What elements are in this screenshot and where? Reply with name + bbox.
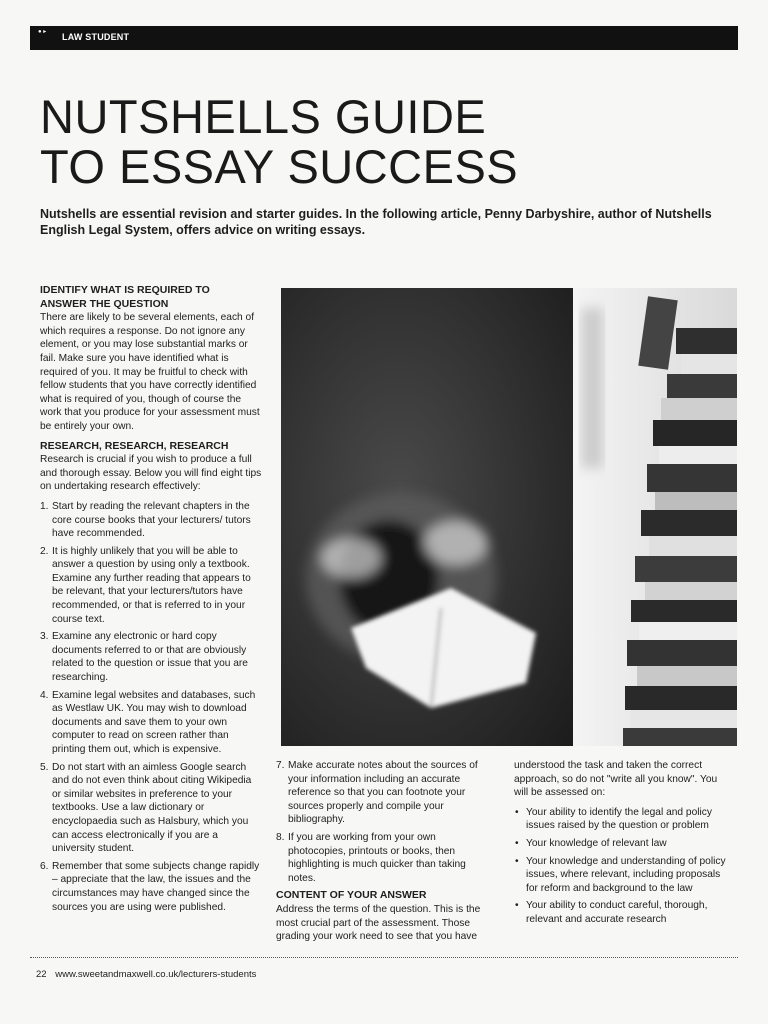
list-number: 2.	[40, 545, 49, 557]
list-item	[40, 545, 262, 627]
list-text: Do not start with an aimless Google search and do not even think about citing Wikipedia or similar websites in preference to your textbooks. Use a law dictionary or encyclopaedia such as Halsbury, which you can access electronically if you are a university student.	[52, 761, 252, 855]
footer-url[interactable]: www.sweetandmaxwell.co.uk/lecturers-students	[55, 969, 257, 980]
list-text: Remember that some subjects change rapidly – appreciate that the law, the issues and the circumstances may have changed since the sources you are using were published.	[52, 860, 260, 913]
column-2	[276, 759, 496, 950]
list-text: Examine any electronic or hard copy documents referred to or that are obviously related to the question or issue that you are researching.	[52, 631, 248, 684]
bullet-icon: •	[515, 837, 519, 849]
list-number: 1.	[40, 500, 49, 512]
bullet-icon: •	[515, 900, 519, 912]
column-1	[40, 284, 262, 918]
list-text: Make accurate notes about the sources of your information including an accurate reference so that you can footnote your sources properly and compile your bibliography.	[288, 760, 478, 826]
list-number: 3.	[40, 631, 49, 643]
list-item	[276, 831, 496, 885]
paragraph-identify: There are likely to be several elements, each of which requires a response. Do not ignore any element, or you may lose substantial marks or fail. Make sure you have identified what is required of you. It may be fruitful to check with fellow students that you have correctly identified what is required of you, though of course the work that you produce for your assessment must be entirely your own.	[40, 312, 260, 432]
list-number: 5.	[40, 761, 49, 773]
bullet-icon: •	[515, 806, 519, 818]
heading-content: CONTENT OF YOUR ANSWER	[276, 889, 427, 902]
article-photo	[281, 288, 737, 746]
page-footer	[36, 969, 256, 980]
header-dots-icon: ● ▸	[38, 29, 47, 35]
list-text: If you are working from your own photocopies, printouts or books, then highlighting is much quicker than taking notes.	[288, 831, 466, 884]
list-text: Your ability to identify the legal and policy issues raised by the question or problem	[526, 806, 712, 832]
list-item	[40, 761, 262, 856]
heading-research: RESEARCH, RESEARCH, RESEARCH	[40, 439, 229, 452]
paragraph-assessment: understood the task and taken the correct approach, so do not "write all you know". You will be assessed on:	[514, 760, 718, 799]
list-text: Your knowledge of relevant law	[526, 837, 667, 849]
heading-identify-line-2: ANSWER THE QUESTION	[40, 297, 169, 310]
title-line-2: TO ESSAY SUCCESS	[40, 140, 519, 193]
title-line-1: NUTSHELLS GUIDE	[40, 90, 487, 143]
list-number: 8.	[276, 831, 285, 843]
list-item	[40, 689, 262, 757]
page-number: 22	[36, 969, 47, 980]
list-item	[40, 860, 262, 914]
list-item	[40, 630, 262, 684]
section-header-bar	[30, 26, 738, 50]
article-title	[40, 92, 518, 192]
list-item	[514, 806, 728, 833]
list-item	[514, 899, 728, 926]
list-number: 6.	[40, 860, 49, 872]
list-item	[514, 855, 728, 896]
list-number: 4.	[40, 689, 49, 701]
list-item	[40, 500, 262, 541]
article-intro: Nutshells are essential revision and starter guides. In the following article, Penny Darbyshire, author of Nutshells English Legal System, offers advice on writing essays.	[40, 207, 712, 237]
list-item	[276, 759, 496, 827]
assessment-criteria-list	[514, 806, 728, 927]
heading-identify-line-1: IDENTIFY WHAT IS REQUIRED TO	[40, 284, 210, 296]
paragraph-content: Address the terms of the question. This is the most crucial part of the assessment. Those grading your work need to see that you have	[276, 903, 481, 943]
footer-divider	[30, 957, 738, 958]
list-text: Examine legal websites and databases, such as Westlaw UK. You may wish to download documents and save them to your own computer to read on screen rather than printing them out, which is expensive.	[52, 689, 256, 755]
list-text: Start by reading the relevant chapters in the core course books that your lecturers/ tutors have recommended.	[52, 500, 251, 540]
heading-identify	[40, 284, 262, 311]
list-text: Your knowledge and understanding of policy issues, where relevant, including proposals for reform and background to the law	[526, 855, 726, 894]
student-reading-photo	[281, 288, 737, 746]
paragraph-research: Research is crucial if you wish to produce a full and thorough essay. Below you will find eight tips on undertaking research effectively:	[40, 454, 262, 493]
column-3	[514, 759, 728, 931]
research-tips-list-continued	[276, 759, 496, 885]
list-item	[514, 837, 728, 851]
list-text: It is highly unlikely that you will be able to answer a question by using only a textbook. Examine any further reading that appears to be relevant, that your lecturers/tutors have recommended, or that is referred to in your course text.	[52, 545, 251, 625]
section-label: LAW STUDENT	[62, 32, 130, 42]
bullet-icon: •	[515, 855, 519, 867]
list-number: 7.	[276, 760, 285, 771]
research-tips-list	[40, 500, 262, 914]
list-text: Your ability to conduct careful, thorough, relevant and accurate research	[526, 900, 708, 925]
